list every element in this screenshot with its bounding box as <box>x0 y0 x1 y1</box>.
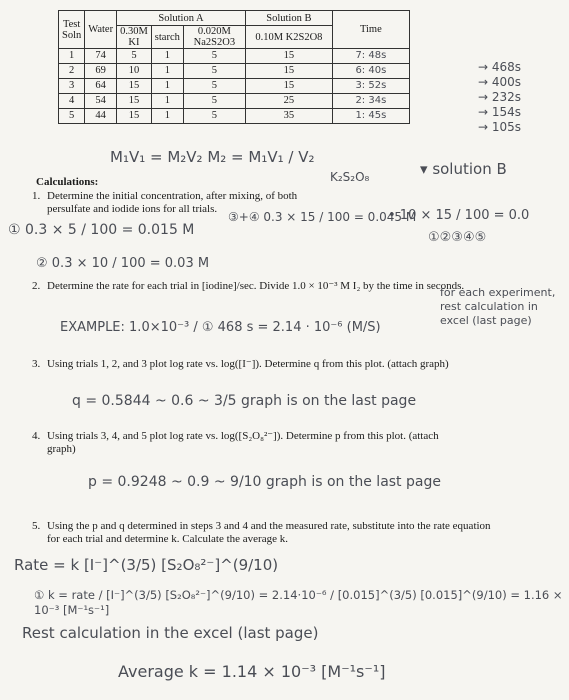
header-thiosulfate: 0.020M Na2S2O3 <box>183 26 245 49</box>
handwritten-q1-left: ① 0.3 × 5 / 100 = 0.015 M <box>8 222 195 238</box>
question-5: 5. Using the p and q determined in steps 3 and 4 and the measured rate, substitute into the rate equation for each trial and determine k. Calculate the average k. <box>32 520 491 545</box>
header-solution-b: Solution B <box>245 11 332 26</box>
cell-thio: 5 <box>183 94 245 109</box>
result-seconds: → 105s <box>478 120 522 134</box>
cell-water: 54 <box>85 94 117 109</box>
cell-k2s2o8: 25 <box>245 94 332 109</box>
cell-starch: 1 <box>151 94 183 109</box>
cell-soln: 2 <box>59 64 85 79</box>
cell-soln: 3 <box>59 79 85 94</box>
cell-time: 1: 45s <box>332 109 409 124</box>
handwritten-q3-answer: q = 0.5844 ~ 0.6 ~ 3/5 graph is on the last page <box>72 393 417 409</box>
cell-ki: 15 <box>117 79 152 94</box>
cell-water: 69 <box>85 64 117 79</box>
cell-ki: 15 <box>117 109 152 124</box>
result-seconds: → 154s <box>478 105 522 119</box>
cell-thio: 5 <box>183 64 245 79</box>
header-solution-a: Solution A <box>117 11 246 26</box>
question-3: 3. Using trials 1, 2, and 3 plot log rate vs. log([I⁻]). Determine q from this plot. (attach graph) <box>32 358 449 370</box>
cell-time: 7: 48s <box>332 49 409 64</box>
cell-thio: 5 <box>183 49 245 64</box>
handwritten-q2-example: EXAMPLE: 1.0×10⁻³ / ① 468 s = 2.14 · 10⁻⁶ (M/S) <box>60 320 381 335</box>
cell-k2s2o8: 15 <box>245 64 332 79</box>
table-row <box>59 109 410 124</box>
handwritten-solution-b: ▾ solution B <box>420 160 507 178</box>
cell-starch: 1 <box>151 64 183 79</box>
cell-soln: 5 <box>59 109 85 124</box>
cell-k2s2o8: 15 <box>245 49 332 64</box>
cell-water: 44 <box>85 109 117 124</box>
cell-time: 6: 40s <box>332 64 409 79</box>
data-table <box>58 10 410 124</box>
cell-time: 2: 34s <box>332 94 409 109</box>
handwritten-q1-circles: ①②③④⑤ <box>428 230 487 245</box>
cell-starch: 1 <box>151 109 183 124</box>
arrow-icon: → <box>478 105 492 119</box>
calculations-label: Calculations: <box>36 176 99 188</box>
cell-k2s2o8: 35 <box>245 109 332 124</box>
question-4: 4. Using trials 3, 4, and 5 plot log rate vs. log([S₂O₈²⁻]). Determine p from this plot. (attach graph) <box>32 430 439 455</box>
handwritten-q1-second: ② 0.3 × 10 / 100 = 0.03 M <box>36 256 210 271</box>
header-water: Water <box>85 11 117 49</box>
arrow-icon: → <box>478 120 492 134</box>
cell-starch: 1 <box>151 79 183 94</box>
handwritten-rate-equation: Rate = k [I⁻]^(3/5) [S₂O₈²⁻]^(9/10) <box>14 556 279 574</box>
cell-thio: 5 <box>183 79 245 94</box>
handwritten-q1-mid: ③+④ 0.3 × 15 / 100 = 0.045 M <box>228 210 417 224</box>
header-starch: starch <box>151 26 183 49</box>
result-seconds: → 400s <box>478 75 522 89</box>
table-row <box>59 64 410 79</box>
cell-starch: 1 <box>151 49 183 64</box>
header-ki: 0.30M KI <box>117 26 152 49</box>
cell-water: 64 <box>85 79 117 94</box>
handwritten-q1-right: • 10 × 15 / 100 = 0.0 <box>388 208 530 223</box>
result-seconds: → 232s <box>478 90 522 104</box>
cell-soln: 4 <box>59 94 85 109</box>
handwritten-k-calculation: ① k = rate / [I⁻]^(3/5) [S₂O₈²⁻]^(9/10) = 2.14·10⁻⁶ / [0.015]^(3/5) [0.015]^(9/10) = 1.16 × 10⁻³ [M⁻¹s⁻¹] <box>34 588 563 617</box>
question-2: 2. Determine the rate for each trial in [iodine]/sec. Divide 1.0 × 10⁻³ M I₂ by the time in seconds. <box>32 280 465 292</box>
table-row <box>59 94 410 109</box>
handwritten-average-k: Average k = 1.14 × 10⁻³ [M⁻¹s⁻¹] <box>118 662 386 681</box>
handwritten-dilution: M₁V₁ = M₂V₂ M₂ = M₁V₁ / V₂ <box>110 148 315 166</box>
cell-water: 74 <box>85 49 117 64</box>
table-row <box>59 79 410 94</box>
arrow-icon: → <box>478 60 492 74</box>
result-seconds: → 468s <box>478 60 522 74</box>
question-1: 1. Determine the initial concentration, after mixing, of both persulfate and iodide ions for all trials. <box>32 190 298 215</box>
cell-time: 3: 52s <box>332 79 409 94</box>
table-row <box>59 49 410 64</box>
handwritten-k2s2o8: K₂S₂O₈ <box>330 170 370 184</box>
cell-soln: 1 <box>59 49 85 64</box>
handwritten-rest-note: Rest calculation in the excel (last page) <box>22 624 319 642</box>
header-test-soln: Test Soln <box>59 11 85 49</box>
handwritten-q2-note: for each experiment, rest calculation in excel (last page) <box>440 286 556 327</box>
header-time: Time <box>332 11 409 49</box>
header-persulfate: 0.10M K2S2O8 <box>245 26 332 49</box>
cell-ki: 5 <box>117 49 152 64</box>
arrow-icon: → <box>478 75 492 89</box>
cell-thio: 5 <box>183 109 245 124</box>
cell-ki: 10 <box>117 64 152 79</box>
cell-k2s2o8: 15 <box>245 79 332 94</box>
arrow-icon: → <box>478 90 492 104</box>
handwritten-q4-answer: p = 0.9248 ~ 0.9 ~ 9/10 graph is on the last page <box>88 474 441 490</box>
cell-ki: 15 <box>117 94 152 109</box>
